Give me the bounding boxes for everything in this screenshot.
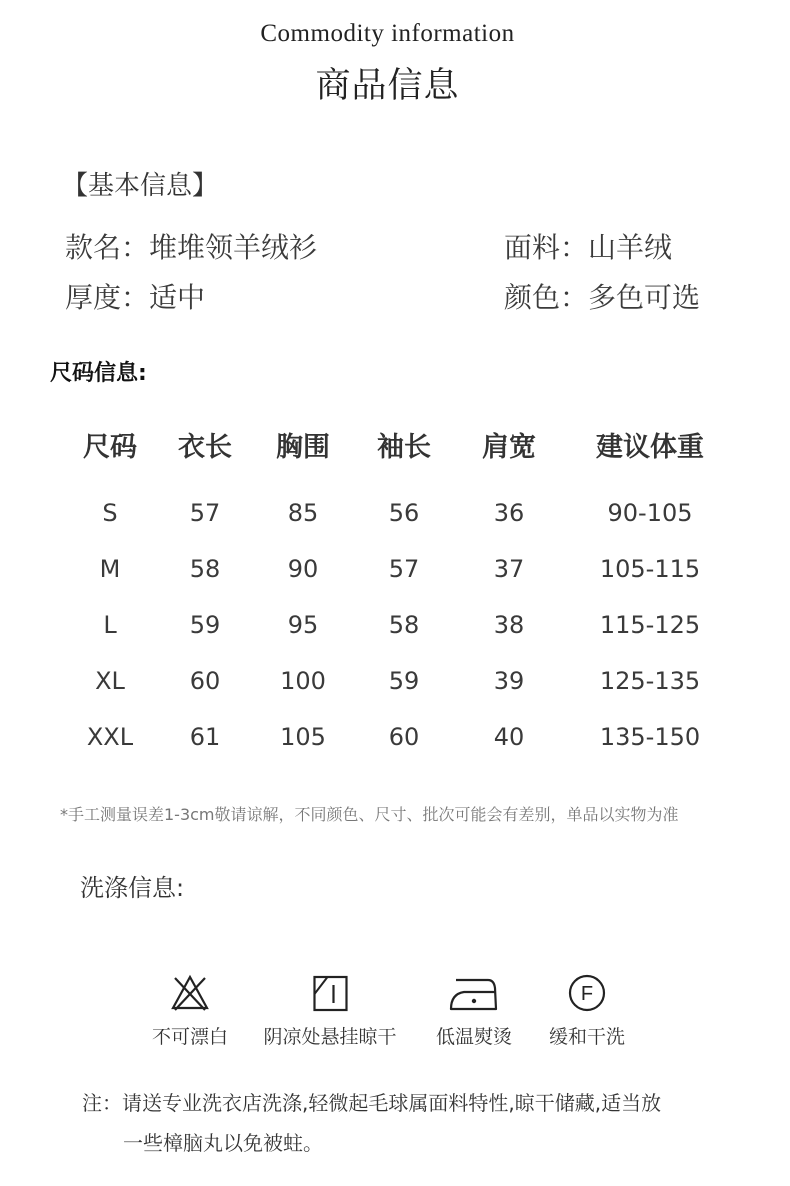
basic-info-heading: 【基本信息】: [62, 171, 219, 201]
header-chest: 胸围: [276, 432, 330, 463]
table-cell: 36: [493, 499, 525, 527]
table-cell: 58: [388, 611, 420, 639]
info-item-fabric: [504, 226, 672, 266]
header-length: 衣长: [178, 432, 232, 463]
wash-info-heading: 洗涤信息:: [80, 874, 185, 902]
table-cell: 115-125: [599, 611, 701, 639]
header-size: 尺码: [83, 432, 137, 463]
dry-clean-letter: F: [580, 983, 594, 1005]
table-cell: 105: [280, 723, 326, 751]
wash-item-dry-clean: [549, 972, 625, 1049]
table-cell: 58: [189, 555, 221, 583]
info-item-thickness: [65, 276, 205, 316]
info-value: 山羊绒: [588, 231, 673, 264]
iron-low-icon: [448, 972, 500, 1014]
info-label: 厚度：: [65, 281, 150, 314]
table-cell: 61: [189, 723, 221, 751]
table-cell: L: [103, 611, 117, 639]
table-cell: XXL: [86, 723, 134, 751]
table-cell: 40: [493, 723, 525, 751]
wash-label: 阴凉处悬挂晾干: [263, 1026, 397, 1048]
table-cell: 56: [388, 499, 420, 527]
title-chinese: 商品信息: [315, 66, 460, 106]
table-cell: 100: [280, 667, 326, 695]
wash-item-no-bleach: [152, 972, 228, 1049]
table-cell: M: [99, 555, 121, 583]
table-cell: 105-115: [599, 555, 701, 583]
header-weight: 建议体重: [596, 432, 704, 463]
line-dry-shade-icon: [309, 972, 351, 1014]
table-cell: 85: [287, 499, 319, 527]
table-cell: 135-150: [599, 723, 701, 751]
wash-label: 不可漂白: [151, 1026, 229, 1048]
dry-clean-f-icon: [566, 972, 608, 1014]
title-english: Commodity information: [260, 20, 515, 47]
care-note-line-1: 注：请送专业洗衣店洗涤,轻微起毛球属面料特性,晾干储藏,适当放: [82, 1091, 662, 1115]
table-cell: 59: [388, 667, 420, 695]
table-cell: 95: [287, 611, 319, 639]
table-cell: S: [102, 499, 118, 527]
info-label: 颜色：: [504, 281, 589, 314]
info-value: 多色可选: [588, 281, 701, 314]
info-label: 面料：: [504, 231, 589, 264]
wash-label: 低温熨烫: [435, 1026, 513, 1048]
info-item-style-name: [65, 226, 317, 266]
table-cell: XL: [95, 667, 125, 695]
table-cell: 125-135: [599, 667, 701, 695]
table-cell: 57: [388, 555, 420, 583]
wash-label: 缓和干洗: [548, 1026, 626, 1048]
info-label: 款名：: [65, 231, 150, 264]
table-cell: 90: [287, 555, 319, 583]
table-cell: 60: [189, 667, 221, 695]
wash-item-iron-low: [436, 972, 512, 1049]
table-cell: 39: [493, 667, 525, 695]
size-info-heading: 尺码信息:: [50, 361, 147, 386]
care-note-line-2: 一些樟脑丸以免被蛀。: [123, 1131, 323, 1155]
table-cell: 90-105: [607, 499, 693, 527]
header-sleeve: 袖长: [377, 432, 431, 463]
header-shoulder: 肩宽: [482, 432, 536, 463]
measurement-note: *手工测量误差1-3cm敬请谅解，不同颜色、尺寸、批次可能会有差别，单品以实物为准: [60, 805, 679, 824]
info-value: 堆堆领羊绒衫: [149, 231, 318, 264]
table-cell: 37: [493, 555, 525, 583]
wash-item-line-dry-shade: [263, 972, 396, 1049]
table-cell: 57: [189, 499, 221, 527]
info-item-color: [504, 276, 700, 316]
table-cell: 59: [189, 611, 221, 639]
table-cell: 38: [493, 611, 525, 639]
no-bleach-icon: [169, 972, 211, 1014]
info-value: 适中: [149, 281, 206, 314]
table-cell: 60: [388, 723, 420, 751]
